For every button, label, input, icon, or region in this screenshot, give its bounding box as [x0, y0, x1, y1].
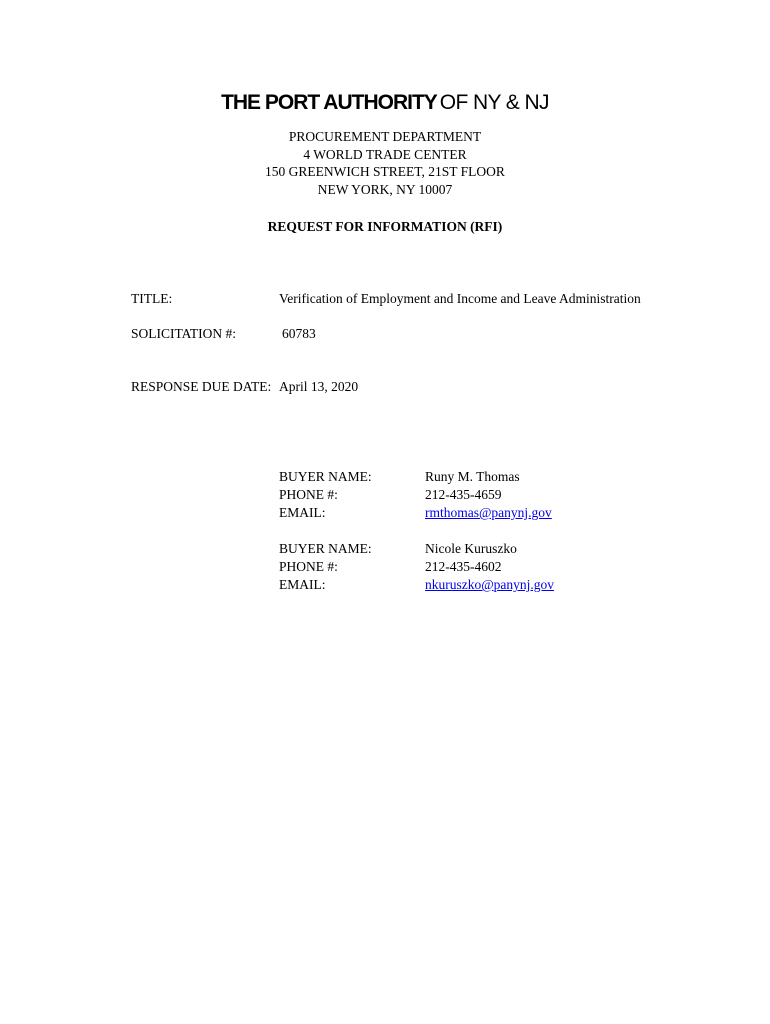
buyer-email-link[interactable]: nkuruszko@panynj.gov	[425, 577, 555, 592]
logo-light-text: OF NY & NJ	[439, 91, 549, 114]
address-block	[0, 128, 770, 198]
buyer-name-label: BUYER NAME:	[279, 469, 372, 484]
address-line-department: PROCUREMENT DEPARTMENT	[288, 129, 482, 144]
buyer-phone-value: 212-435-4602	[425, 559, 502, 574]
title-label: TITLE:	[131, 291, 173, 306]
address-line-building: 4 WORLD TRADE CENTER	[303, 146, 467, 162]
due-date-value: April 13, 2020	[279, 379, 359, 394]
due-date-label: RESPONSE DUE DATE:	[131, 379, 272, 394]
buyer-phone-label: PHONE #:	[279, 559, 338, 574]
buyer-email-label: EMAIL:	[279, 577, 326, 592]
logo-bold-text: THE PORT AUTHORITY	[221, 91, 437, 114]
document-heading: REQUEST FOR INFORMATION (RFI)	[267, 219, 503, 234]
address-line-city: NEW YORK, NY 10007	[317, 181, 453, 197]
buyer-name-label: BUYER NAME:	[279, 541, 372, 556]
address-line-street: 150 GREENWICH STREET, 21ST FLOOR	[265, 164, 505, 179]
buyer-phone-value: 212-435-4659	[425, 487, 502, 502]
solicitation-label: SOLICITATION #:	[131, 326, 237, 341]
port-authority-logo	[0, 91, 770, 115]
buyer-email-link[interactable]: rmthomas@panynj.gov	[425, 505, 552, 520]
buyer-name-value: Nicole Kuruszko	[425, 541, 517, 556]
solicitation-value: 60783	[282, 326, 316, 341]
buyer-phone-label: PHONE #:	[279, 487, 338, 502]
buyer-name-value: Runy M. Thomas	[425, 469, 520, 484]
buyer-email-label: EMAIL:	[279, 505, 326, 520]
title-value: Verification of Employment and Income and Leave Administration	[279, 291, 641, 306]
